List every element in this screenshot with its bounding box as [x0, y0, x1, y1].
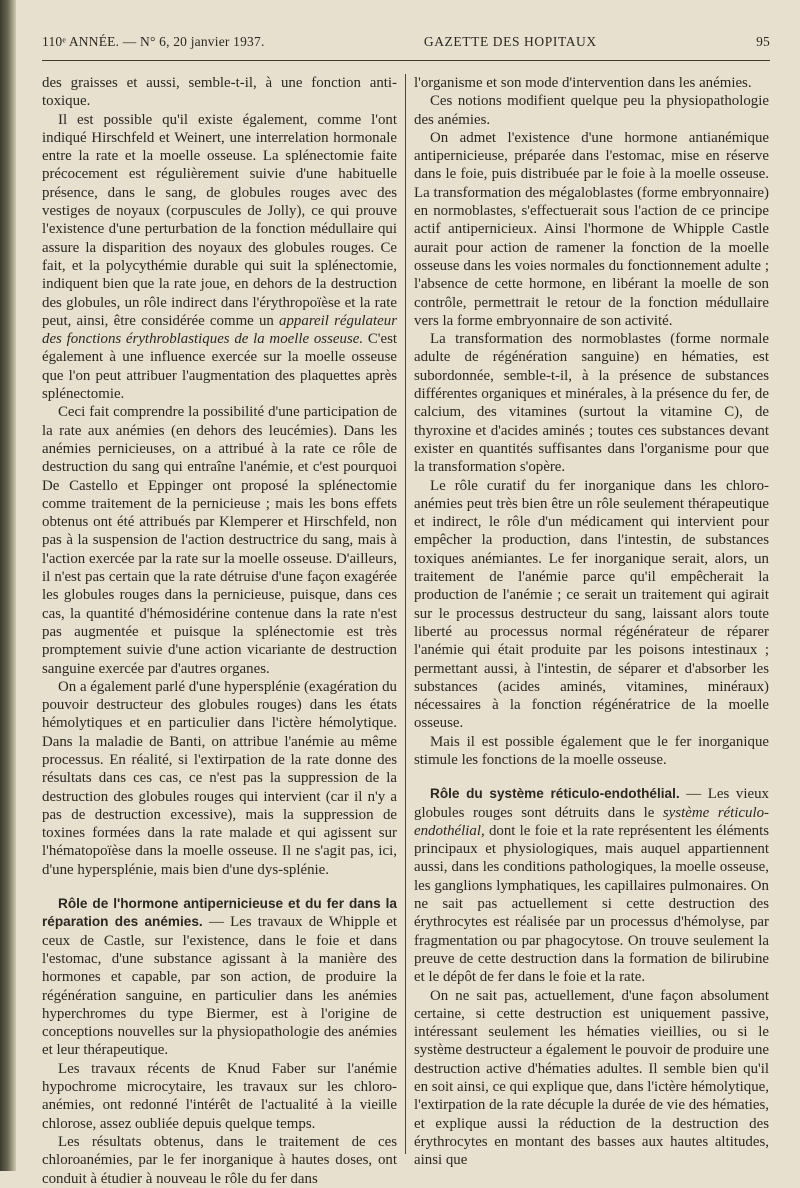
paragraph: La transformation des normoblastes (forme normale adulte de régénération sanguine) en hématies, est subordonnée, semble-t-il, à la présence de substances différentes organiques et minérales, à la présence du fer, de calcium, des vitamines (surtout la vitamine C), de thyroxine et d'acides aminés ; toutes ces substances devant exister en quantités suffisantes dans l'organisme pour que la transformation s'opère. [414, 331, 769, 476]
text-run: C'est également à une influence exercée sur la moelle osseuse que l'on peut attribuer l'augmentation des plaquettes après splénectomie. [42, 331, 397, 403]
issue-info: 110ᵉ ANNÉE. — N° 6, 20 janvier 1937. [42, 34, 265, 49]
page-header [42, 34, 770, 56]
text-run: Il est possible qu'il existe également, comme l'ont indiqué Hirschfeld et Weinert, une interrelation hormonale entre la rate et la moelle osseuse. La splénectomie faite précocement est régulièrement suivie d'une habituelle présence, dans le sang, de globules rouges avec des vestiges de noyaux (corpuscules de Jolly), ce qui prouve l'existence d'une perturbation de la fonction médullaire qui assure la disparition des noyaux des globules rouges. Ce fait, et la polycythémie durable qui suit la splénectomie, indiquent bien que la rate joue, en dehors de la destruction des globules, un rôle indirect dans l'érythropoïèse et la rate peut, ainsi, être considérée comme un [42, 111, 397, 329]
paragraph: Ceci fait comprendre la possibilité d'une participation de la rate aux anémies (en dehors des leucémies). Dans les anémies pernicieuses, on a attribué à la rate ce rôle de destruction du sang qui entraîne l'anémie, et c'est pourquoi De Castello et Eppinger ont proposé la splénectomie comme traitement de la pernicieuse ; mais les bons effets obtenus ont été attribués par Klemperer et Hirschfeld, non pas à la suspension de l'action destructrice du sang, mais à l'action exercée par la rate sur la moelle osseuse. D'ailleurs, il n'est pas certain que la rate détruise d'une façon exagérée les globules rouges dans la pernicieuse, puisque, dans ces cas, la quantité d'hémosidérine contenue dans la rate n'est pas augmentée et puisque la splénectomie est très promptement suivie d'une action vicariante de destruction sanguine exercée par d'autres organes. [42, 404, 397, 677]
paragraph [42, 895, 397, 1060]
section-heading: Rôle de l'hormone antipernicieuse et du fer dans la réparation des anémies. [42, 896, 397, 930]
italic-text: appareil régulateur des fonctions érythroblastiques de la moelle osseuse. [42, 312, 397, 348]
text-run: — Les travaux de Whipple et ceux de Castle, sur l'existence, dans le foie et dans l'estomac, d'une substance agissant à la manière des hormones et capable, par son action, de produire la régénération sanguine, en particulier dans les anémies hyperchromes du type Biermer, est à l'origine de conceptions nouvelles sur la physiopathologie des anémies et leur thérapeutique. [42, 914, 397, 1059]
paragraph: On admet l'existence d'une hormone antianémique antipernicieuse, préparée dans l'estomac, mise en réserve dans le foie, puis distribuée par le foie à la moelle osseuse. La transformation des mégaloblastes (forme embryonnaire) en normoblastes, s'effectuerait sous l'action de ce principe actif antipernicieux. Ainsi l'hormone de Whipple Castle aurait pour action de ramener la fonction de la moelle osseuse dans les voies normales du fonctionnement adulte ; l'absence de cette hormone, en libérant la moelle de son contrôle, permettrait le retour de la fonction médullaire vers la forme embryonnaire de son activité. [414, 129, 769, 329]
paragraph: Ces notions modifient quelque peu la physiopathologie des anémies. [414, 93, 769, 128]
right-column [406, 74, 769, 1169]
paragraph: des graisses et aussi, semble-t-il, à une fonction anti-toxique. [42, 75, 397, 110]
paragraph [42, 111, 397, 404]
newspaper-page [42, 34, 770, 1187]
paragraph: Mais il est possible également que le fer inorganique stimule les fonctions de la moelle osseuse. [414, 733, 769, 768]
section-heading: Rôle du système réticulo-endothélial. [430, 786, 680, 802]
paragraph: Le rôle curatif du fer inorganique dans les chloro-anémies peut très bien être un rôle seulement thérapeutique et indirect, le rôle d'un médicament qui intervient pour empêcher la production, dans l'intestin, de substances toxiques anémiantes. Le fer inorganique serait, alors, un traitement de l'anémie parce qu'il empêcherait la production de l'anémie ; ce serait un traitement qui agirait sur le processus destructeur du sang, laissant alors toute liberté au processus normal régénérateur de réparer l'anémie qui était produite par les poisons intestinaux ; permettant aussi, à l'intestin, de séparer et d'absorber les substances (acides aminés, vitamines, minéraux) nécessaires à la fonction régénératrice de la moelle osseuse. [414, 477, 769, 732]
paragraph: On ne sait pas, actuellement, d'une façon absolument certaine, si cette destruction est uniquement passive, intéressant seulement les hématies vieillies, ou si le système destructeur a également le pouvoir de produire une destruction active d'hématies adultes. Il semble bien qu'il en soit ainsi, ce qui explique que, dans l'ictère hémolytique, l'extirpation de la rate décuple la durée de vie des hématies, et explique aussi la réduction de la destruction des érythrocytes en montant des basses aux hautes altitudes, ainsi que [414, 987, 769, 1169]
publication-title: GAZETTE DES HOPITAUX [423, 34, 597, 49]
page-number: 95 [756, 34, 770, 49]
text-run: — Les vieux globules rouges sont détruits dans le [414, 786, 769, 821]
paragraph: On a également parlé d'une hypersplénie (exagération du pouvoir destructeur des globules rouges) dans les états hémolytiques et en particulier dans l'ictère hémolytique. Dans la maladie de Banti, on attribue l'anémie au même processus. En réalité, si l'extirpation de la rate donne des résultats dans ces cas, ce n'est pas la suppression de la destruction des globules rouges qui intervient (car il n'y a pas de destruction excessive), mais la suppression de toxines formées dans la rate malade et qui agissent sur l'hématopoïèse dans la moelle osseuse. Il ne s'agit pas, ici, d'une hypersplénie, mais bien d'une dys-splénie. [42, 678, 397, 878]
left-column [42, 74, 405, 1187]
text-run: dont le foie et la rate représentent les éléments principaux et physiologiques, mais auquel appartiennent aussi, dans les conditions pathologiques, la moelle osseuse, les ganglions lymphatiques, les capillaires pulmonaires. On ne sait pas actuellement si cette destruction des érythrocytes est réalisée par un processus d'hémolyse, par fragmentation ou par phagocytose. On trouve seulement la preuve de cette destruction dans la formation de bilirubine et le dépôt de fer dans le foie et la rate. [414, 822, 769, 986]
text-columns [42, 74, 770, 1187]
book-binding-edge [0, 0, 16, 1171]
paragraph [414, 785, 769, 986]
paragraph: l'organisme et son mode d'intervention dans les anémies. [414, 75, 752, 91]
italic-text: système réticulo-endothélial, [414, 804, 769, 839]
paragraph: Les travaux récents de Knud Faber sur l'anémie hypochrome microcytaire, les travaux sur les chloro-anémies, ont redonné l'intérêt de l'actualité à la vieille chlorose, assez oubliée depuis quelque temps. [42, 1060, 397, 1132]
paragraph: Les résultats obtenus, dans le traitement de ces chloroanémies, par le fer inorganique à hautes doses, ont conduit à étudier à nouveau le rôle du fer dans [42, 1133, 397, 1187]
header-rule [42, 60, 770, 61]
